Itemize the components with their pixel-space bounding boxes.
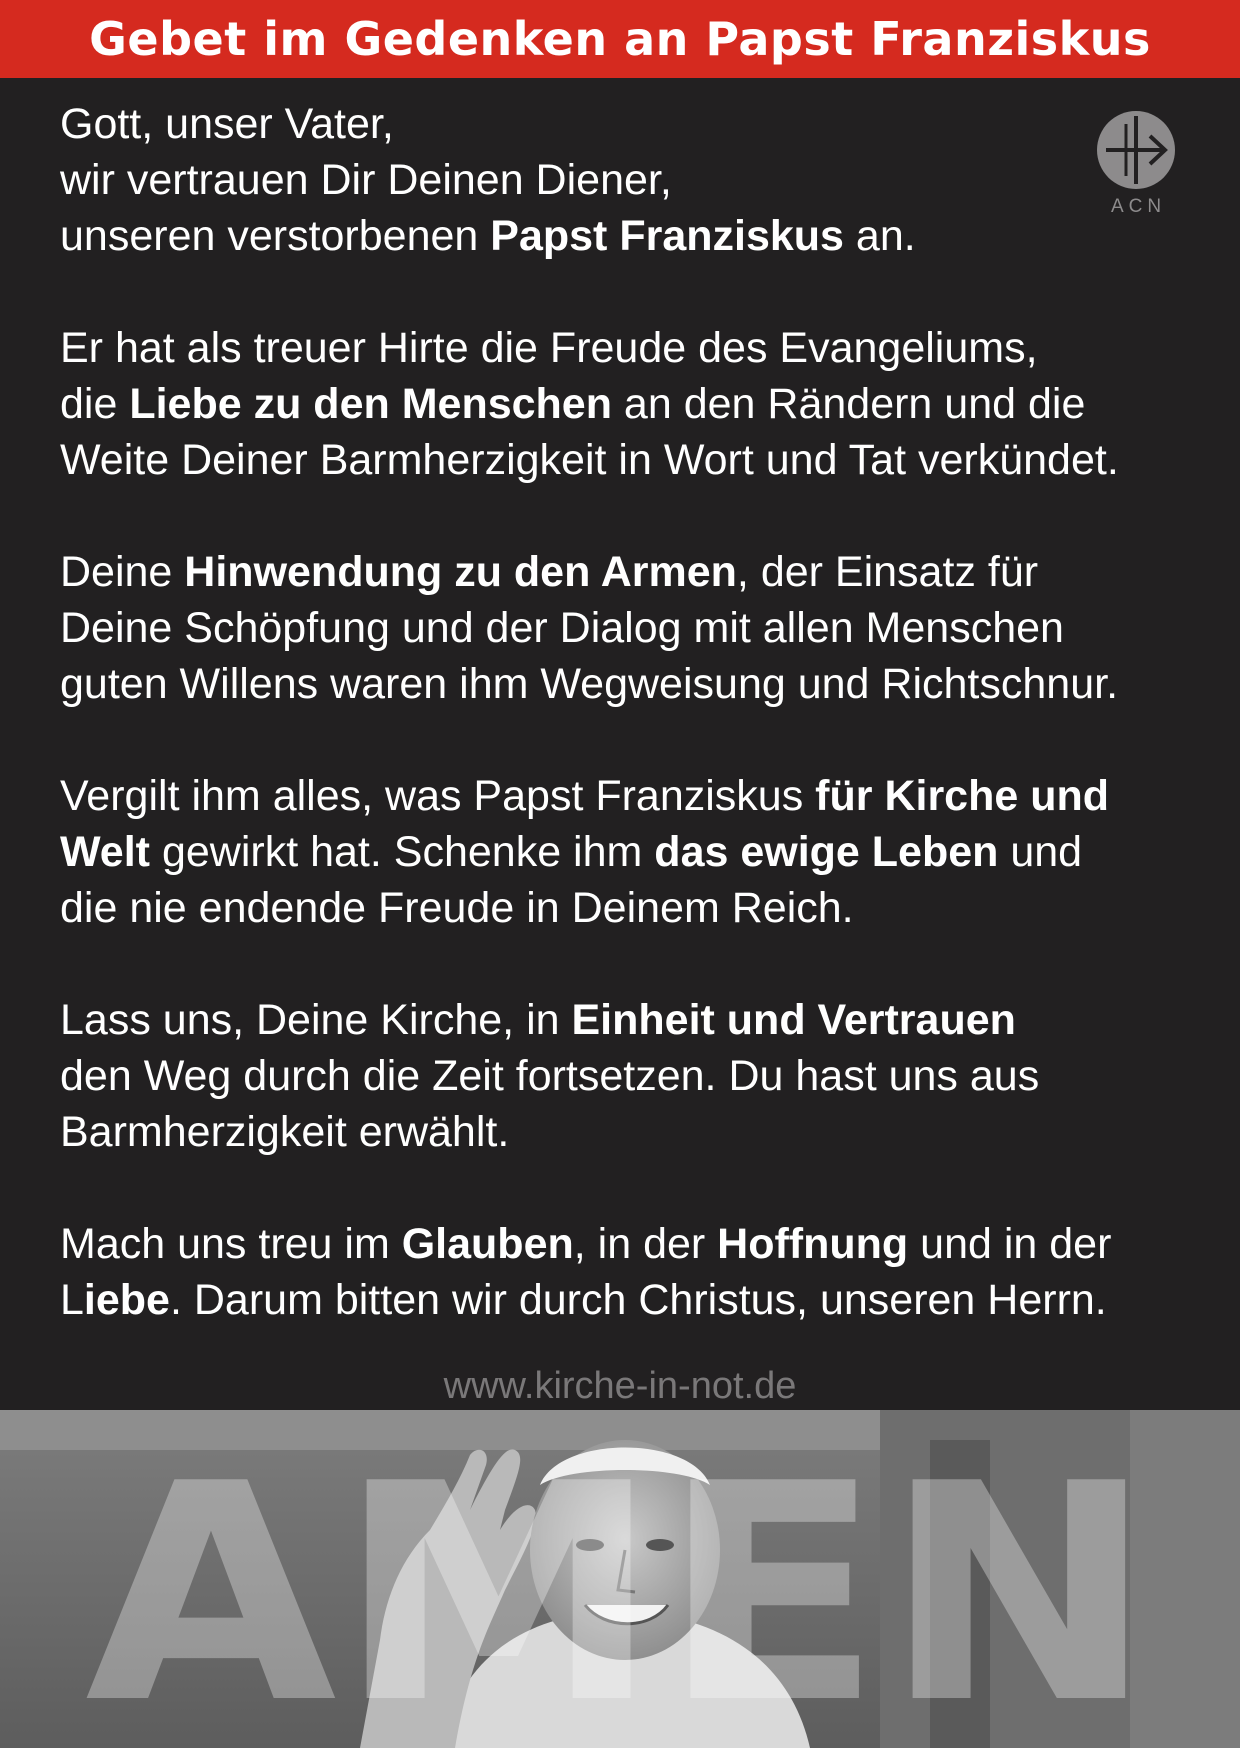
- prayer-line: [60, 1104, 1190, 1160]
- emphasis-text: Papst Franziskus: [490, 212, 844, 260]
- emphasis-text: das ewige Leben: [654, 828, 999, 876]
- prayer-line: [60, 152, 1190, 208]
- text-run: den Weg durch die Zeit fortsetzen. Du hast uns aus: [60, 1052, 1040, 1100]
- prayer-line: [60, 376, 1190, 432]
- prayer-line: [60, 824, 1190, 880]
- prayer-line: [60, 1216, 1190, 1272]
- text-run: unseren verstorbenen: [60, 212, 491, 260]
- amen-text: AMEN: [85, 1420, 1155, 1748]
- prayer-line: [60, 656, 1190, 712]
- prayer-line: [60, 880, 1190, 936]
- text-run: , in der: [573, 1220, 718, 1268]
- text-run: guten Willens waren ihm Wegweisung und Richtschnur.: [60, 660, 1119, 708]
- text-run: . Darum bitten wir durch Christus, unseren Herrn.: [169, 1276, 1107, 1324]
- prayer-line: [60, 208, 1190, 264]
- emphasis-text: Welt: [60, 828, 150, 876]
- prayer-paragraph: [60, 992, 1190, 1160]
- text-run: und in der: [908, 1220, 1112, 1268]
- prayer-line: [60, 1048, 1190, 1104]
- text-run: Er hat als treuer Hirte die Freude des Evangeliums,: [60, 324, 1038, 372]
- prayer-text: [60, 96, 1190, 1384]
- prayer-line: [60, 600, 1190, 656]
- text-run: die nie endende Freude in Deinem Reich.: [60, 884, 854, 932]
- emphasis-text: Glauben: [401, 1220, 574, 1268]
- text-run: und: [998, 828, 1083, 876]
- text-run: Deine: [60, 548, 185, 596]
- pope-photo: [0, 1410, 1240, 1748]
- emphasis-text: Hinwendung zu den Armen: [184, 548, 737, 596]
- header-banner: [0, 0, 1240, 78]
- emphasis-text: Einheit und Vertrauen: [571, 996, 1016, 1044]
- prayer-paragraph: [60, 1216, 1190, 1328]
- prayer-line: [60, 1272, 1190, 1328]
- prayer-paragraph: [60, 768, 1190, 936]
- prayer-paragraph: [60, 544, 1190, 712]
- emphasis-text: iebe: [83, 1276, 170, 1324]
- prayer-line: [60, 768, 1190, 824]
- prayer-line: [60, 992, 1190, 1048]
- text-run: die: [60, 380, 130, 428]
- logo-text: ACN: [1110, 196, 1167, 217]
- emphasis-text: für Kirche und: [815, 772, 1110, 820]
- prayer-line: [60, 96, 1190, 152]
- text-run: Weite Deiner Barmherzigkeit in Wort und Tat verkündet.: [60, 436, 1119, 484]
- website-link[interactable]: www.kirche-in-not.de: [443, 1365, 797, 1407]
- text-run: an den Rändern und die: [611, 380, 1086, 428]
- text-run: wir vertrauen Dir Deinen Diener,: [60, 156, 672, 204]
- prayer-line: [60, 320, 1190, 376]
- amen-overlay: [0, 1410, 1240, 1748]
- page-title: Gebet im Gedenken an Papst Franziskus: [89, 12, 1151, 66]
- text-run: , der Einsatz für: [736, 548, 1039, 596]
- text-run: Gott, unser Vater,: [60, 100, 394, 148]
- text-run: Mach uns treu im: [60, 1220, 402, 1268]
- prayer-line: [60, 432, 1190, 488]
- prayer-paragraph: [60, 96, 1190, 264]
- prayer-paragraph: [60, 320, 1190, 488]
- text-run: Deine Schöpfung und der Dialog mit allen Menschen: [60, 604, 1064, 652]
- text-run: Vergilt ihm alles, was Papst Franziskus: [60, 772, 816, 820]
- prayer-line: [60, 544, 1190, 600]
- text-run: gewirkt hat. Schenke ihm: [150, 828, 655, 876]
- emphasis-text: Liebe zu den Menschen: [129, 380, 612, 428]
- text-run: Barmherzigkeit erwählt.: [60, 1108, 510, 1156]
- text-run: L: [60, 1276, 84, 1324]
- text-run: an.: [843, 212, 916, 260]
- emphasis-text: Hoffnung: [717, 1220, 909, 1268]
- text-run: Lass uns, Deine Kirche, in: [60, 996, 572, 1044]
